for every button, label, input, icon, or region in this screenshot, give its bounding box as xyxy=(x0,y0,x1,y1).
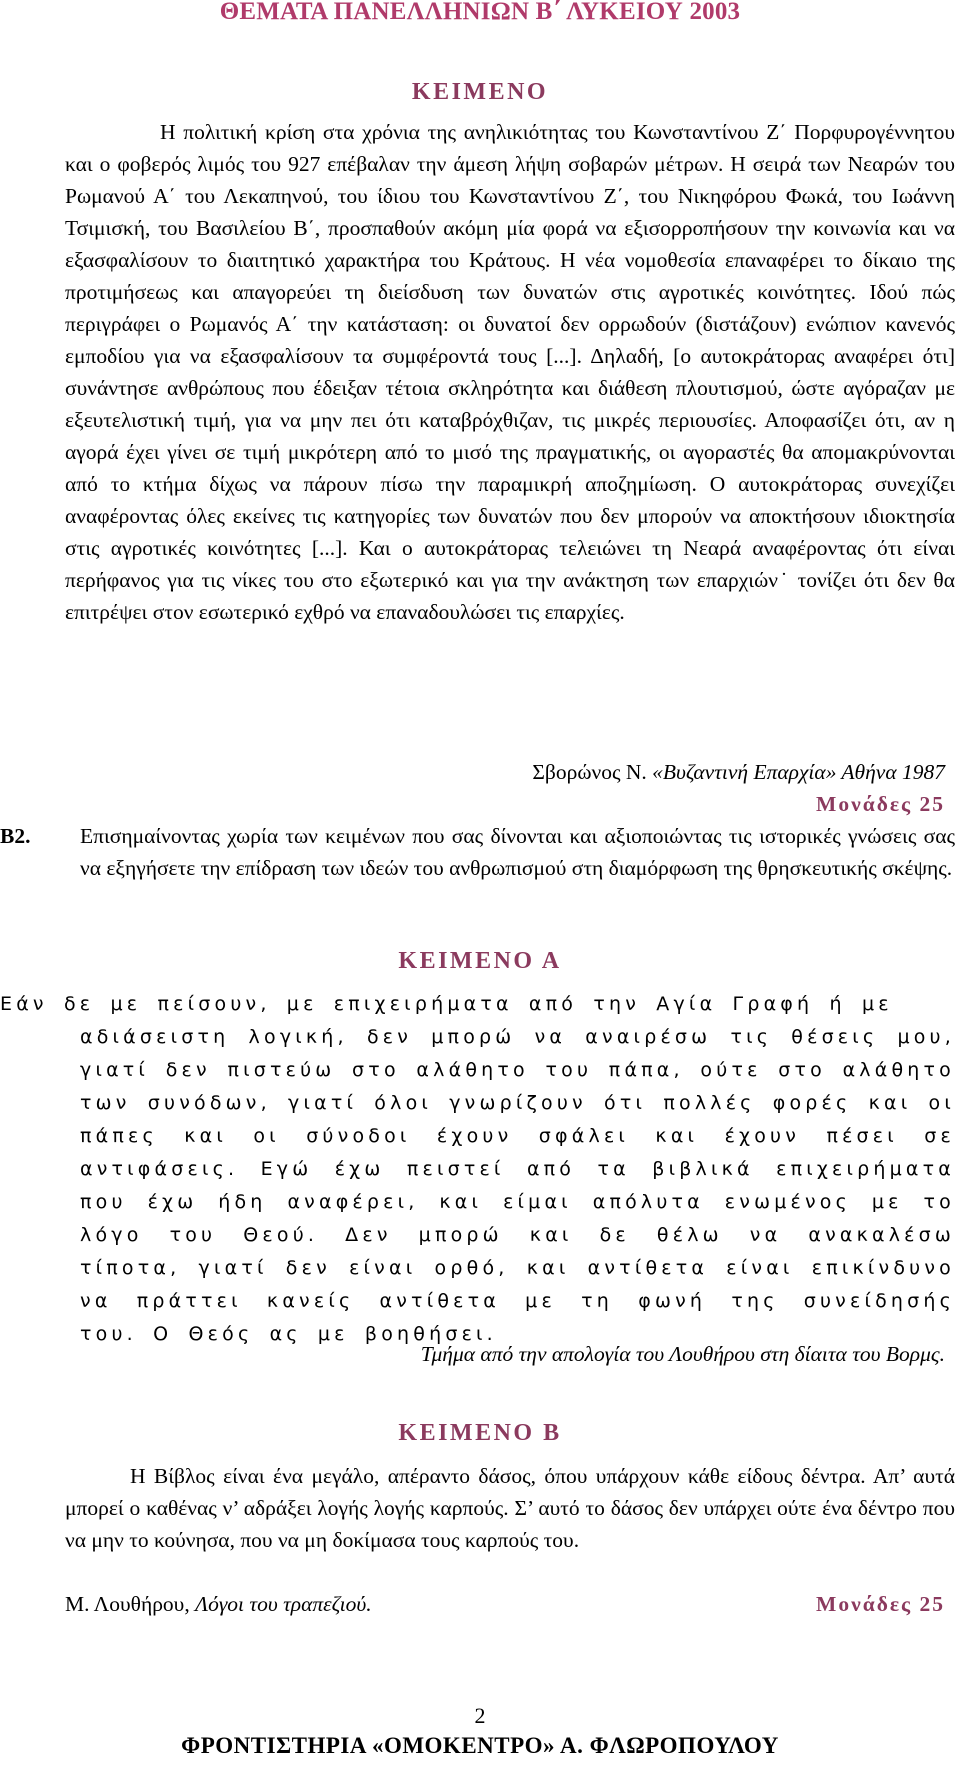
text-b-paragraph: Η Βίβλος είναι ένα μεγάλο, απέραντο δάσος, όπου υπάρχουν κάθε είδους δέντρα. Απ’ αυτά μπορεί ο καθένας ν’ αδράξει λογής λογής καρπούς. Σ’ αυτό το δάσος δεν υπάρχει ούτε ένα δέντρο που να μην το κούνησα, που να μη δοκίμασα τους καρπούς του. xyxy=(65,1464,955,1552)
text-marks: Μονάδες 25 xyxy=(816,792,945,816)
text-a-heading: ΚΕΙΜΕΝΟ Α xyxy=(398,948,562,974)
text-source xyxy=(532,756,945,788)
text-source-author: Σβορώνος Ν. xyxy=(532,760,653,784)
text-source-work: «Βυζαντινή Επαρχία» Αθήνα 1987 xyxy=(652,760,945,784)
text-b-marks: Μονάδες 25 xyxy=(816,1592,945,1616)
text-b-source xyxy=(65,1588,372,1620)
text-heading: ΚΕΙΜΕΝΟ xyxy=(411,79,549,105)
text-a-source: Τμήμα από την απολογία του Λουθήρου στη δίαιτα του Βορμς. xyxy=(420,1342,945,1366)
text-b-heading: ΚΕΙΜΕΝΟ Β xyxy=(398,1420,562,1446)
footer-brand: ΦΡΟΝΤΙΣΤΗΡΙΑ «ΟΜΟΚΕΝΤΡΟ» Α. ΦΛΩΡΟΠΟΥΛΟΥ xyxy=(181,1733,779,1758)
text-b-source-author: Μ. Λουθήρου, xyxy=(65,1592,196,1616)
page-header-title: ΘΕΜΑΤΑ ΠΑΝΕΛΛΗΝΙΩΝ Β΄ ΛΥΚΕΙΟΥ 2003 xyxy=(219,0,741,25)
text-a-first-line: Εάν δε με πείσουν, με επιχειρήματα από την Αγία Γραφή ή με xyxy=(0,993,893,1015)
text-a-body xyxy=(0,988,955,1351)
question-label: Β2. xyxy=(0,824,31,848)
text-b-body xyxy=(65,1460,955,1556)
page-number: 2 xyxy=(474,1703,486,1728)
text-body xyxy=(65,116,955,628)
text-body-paragraph: Η πολιτική κρίση στα χρόνια της ανηλικιότητας του Κωνσταντίνου Ζ΄ Πορφυρογέννητου και ο φοβερός λιμός του 927 επέβαλαν την άμεση λήψη σοβαρών μέτρων. Η σειρά των Νεαρών του Ρωμανού Α΄ του Λεκαπηνού, του ίδιου του Κωνσταντίνου Ζ΄, του Νικηφόρου Φωκά, του Ιωάννη Τσιμισκή, του Βασιλείου Β΄, προσπαθούν ακόμη μία φορά να εξισορροπήσουν την κοινωνία και να εξασφαλίσουν το διαιτητικό χαρακτήρα του Κράτους. Η νέα νομοθεσία επαναφέρει το δίκαιο της προτιμήσεως και απαγορεύει τη διείσδυση των δυνατών στις αγροτικές κοινότητες. Ιδού πώς περιγράφει ο Ρωμανός Α΄ την κατάσταση: οι δυνατοί δεν ορρωδούν (διστάζουν) ενώπιον κανενός εμποδίου για να εξασφαλίσουν τα συμφέροντά τους [...]. Δηλαδή, [ο αυτοκράτορας αναφέρει ότι] συνάντησε ανθρώπους που έδειξαν τέτοια σκληρότητα και διάθεση πλουτισμού, ώστε αγόραζαν με εξευτελιστική τιμή, για να μην πει ότι καταβρόχθιζαν, τις μικρές περιουσίες. Αποφασίζει ότι, αν η αγορά έχει γίνει σε τιμή μικρότερη από το μισό της πραγματικής, οι αγοραστές θα απομακρύνονται από το κτήμα δίχως να πάρουν πίσω την παραμικρή αποζημίωση. Ο αυτοκράτορας συνεχίζει αναφέροντας όλες εκείνες τις κατηγορίες των δυνατών που δεν μπορούν να αποκτήσουν ιδιοκτησία στις αγροτικές κοινότητες [...]. Και ο αυτοκράτορας τελειώνει τη Νεαρά αναφέροντας ότι είναι περήφανος για τις νίκες του στο εξωτερικό και για την ανάκτηση των επαρχιών˙ τονίζει ότι δεν θα επιτρέψει στον εσωτερικό εχθρό να επαναδουλώσει τις επαρχίες. xyxy=(65,120,955,624)
question-text: Επισημαίνοντας χωρία των κειμένων που σας δίνονται και αξιοποιώντας τις ιστορικές γνώσεις σας να εξηγήσετε την επίδραση των ιδεών του ανθρωπισμού στη διαμόρφωση της θρησκευτικής σκέψης. xyxy=(80,824,955,880)
text-a-rest: αδιάσειστη λογική, δεν μπορώ να αναιρέσω τις θέσεις μου, γιατί δεν πιστεύω στο αλάθητο του πάπα, ούτε στο αλάθητο των συνόδων, γιατί όλοι γνωρίζουν ότι πολλές φορές και οι πάπες και οι σύνοδοι έχουν σφάλει και έχουν πέσει σε αντιφάσεις. Εγώ έχω πειστεί από τα βιβλικά επιχειρήματα που έχω ήδη αναφέρει, και είμαι απόλυτα ενωμένος με το λόγο του Θεού. Δεν μπορώ και δε θέλω να ανακαλέσω τίποτα, γιατί δεν είναι ορθό, και αντίθετα είναι επικίνδυνο να πράττει κανείς αντίθετα με τη φωνή της συνείδησής του. Ο Θεός ας με βοηθήσει. xyxy=(80,1026,955,1345)
text-b-source-work: Λόγοι του τραπεζιού. xyxy=(195,1592,372,1616)
